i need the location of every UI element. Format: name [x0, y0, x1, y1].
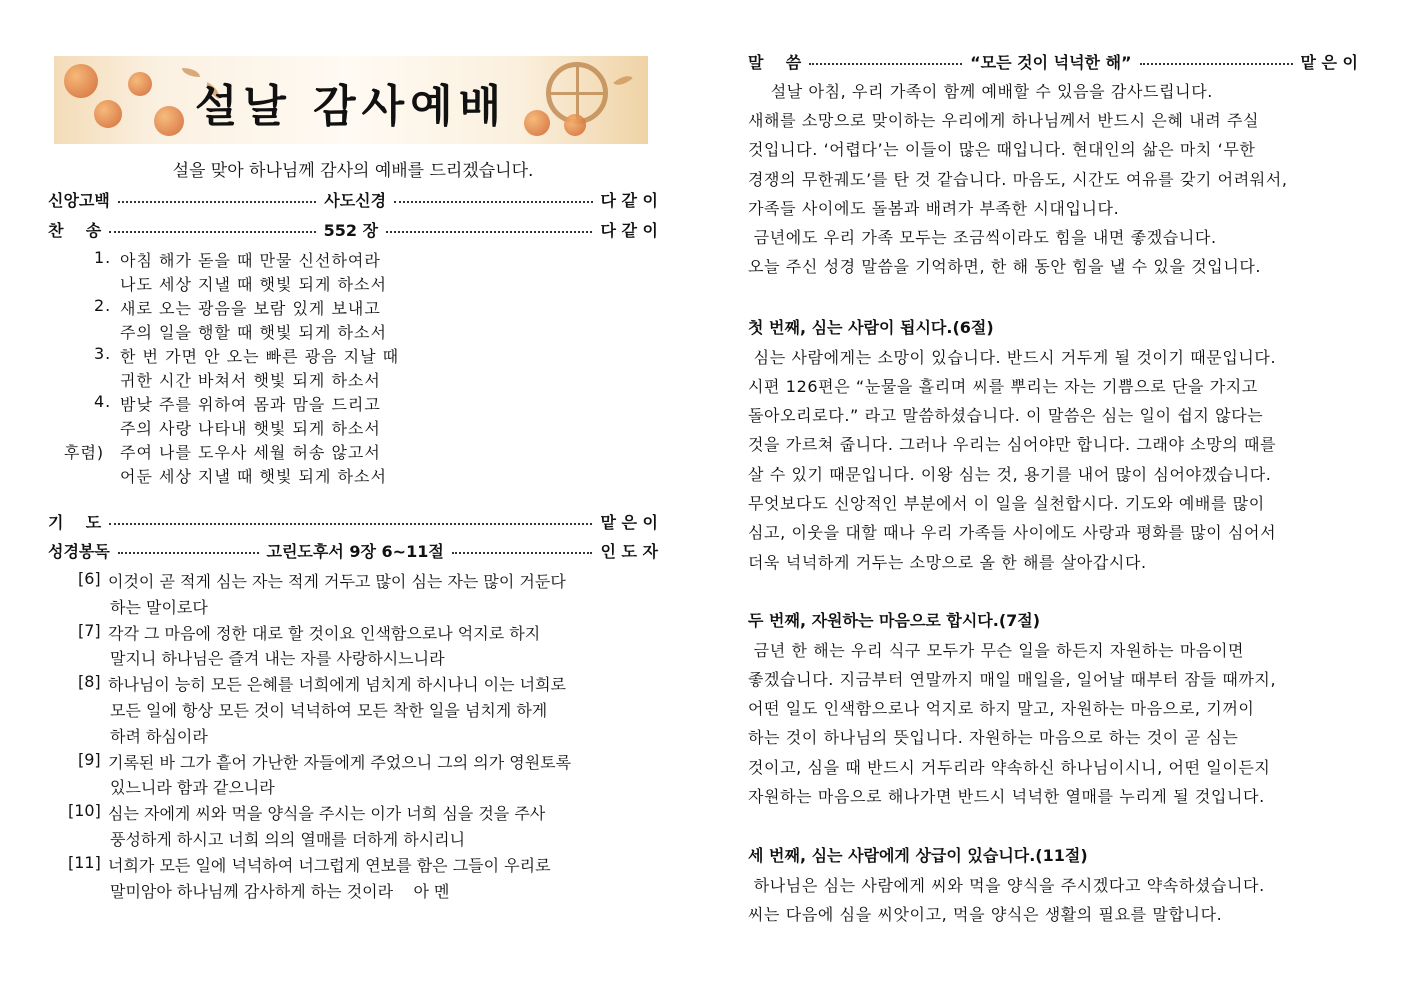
sermon-point-line: 금년 한 해는 우리 식구 모두가 무슨 일을 하든지 자원하는 마음이면	[748, 640, 1245, 660]
verse-line: 말미암아 하나님께 감사하게 하는 것이라 아 멘	[110, 881, 450, 901]
sermon-point-line: 무엇보다도 신앙적인 부분에서 이 일을 실천합시다. 기도와 예배를 많이	[748, 494, 1265, 513]
hymn-line: 한 번 가면 안 오는 빠른 광음 지날 때	[120, 347, 400, 366]
leader-dots	[118, 552, 259, 554]
hymn-line: 아침 해가 돋을 때 만물 신선하여라	[120, 251, 381, 270]
order-row-scripture	[48, 537, 658, 563]
order-who: 인 도 자	[600, 541, 658, 561]
sermon-intro-line: 것입니다. ‘어렵다’는 이들이 많은 때입니다. 현대인의 삶은 마치 ‘무한	[748, 140, 1256, 160]
hymn-line: 나도 세상 지낼 때 햇빛 되게 하소서	[120, 275, 387, 294]
hymn-line: 주여 나를 도우사 세월 허송 않고서	[120, 443, 381, 462]
verse-line: 하나님이 능히 모든 은혜를 너희에게 넘치게 하시나니 이는 너희로	[108, 675, 567, 695]
order-who: 다 같 이	[600, 190, 659, 210]
order-content: 552 장	[323, 220, 379, 240]
sermon-intro-line: 금년에도 우리 가족 모두는 조금씩이라도 힘을 내면 좋겠습니다.	[748, 228, 1217, 247]
verse-line: 하려 하심이라	[110, 726, 208, 746]
sermon-intro-line: 오늘 주신 성경 말씀을 기억하면, 한 해 동안 힘을 낼 수 있을 것입니다.	[748, 257, 1262, 277]
sermon-point-line: 더욱 넉넉하게 거두는 소망으로 올 한 해를 살아갑시다.	[748, 552, 1147, 572]
service-subtitle: 설을 맞아 하나님께 감사의 예배를 드리겠습니다.	[172, 161, 534, 181]
verse-line: 각각 그 마음에 정한 대로 할 것이요 인색함으로나 억지로 하지	[108, 623, 541, 643]
sermon-point-line: 어떤 일도 인색함으로나 억지로 하지 말고, 자원하는 마음으로, 기꺼이	[748, 699, 1255, 719]
sermon-point-line: 자원하는 마음으로 해나가면 반드시 넉넉한 열매를 누리게 될 것입니다.	[748, 787, 1265, 806]
sermon-point-line: 좋겠습니다. 지금부터 연말까지 매일 매일을, 일어날 때부터 잠들 때까지,	[748, 669, 1277, 689]
hymn-verse-number: 후렴)	[64, 443, 105, 462]
hymn-verse-number: 1.	[94, 248, 112, 267]
leader-dots	[118, 201, 316, 203]
sermon-intro-line: 경쟁의 무한궤도’를 탄 것 같습니다. 마음도, 시간도 여유를 갖기 어려워서,	[748, 169, 1288, 189]
hymn-line: 주의 일을 행할 때 햇빛 되게 하소서	[120, 323, 387, 342]
page-title: 설날 감사예배	[194, 81, 508, 132]
sermon-point-line: 살 수 있기 때문입니다. 이왕 심는 것, 용기를 내어 많이 심어야겠습니다.	[748, 464, 1272, 484]
order-row-prayer	[48, 508, 658, 534]
verse-line: 말지니 하나님은 즐겨 내는 자를 사랑하시느니라	[110, 649, 445, 669]
sermon-intro-line: 설날 아침, 우리 가족이 함께 예배할 수 있음을 감사드립니다.	[748, 82, 1213, 101]
sermon-point-line: 심고, 이웃을 대할 때나 우리 가족들 사이에도 사랑과 평화를 많이 심어서	[748, 523, 1277, 543]
hymn-line: 주의 사랑 나타내 햇빛 되게 하소서	[120, 419, 381, 438]
sermon-row	[748, 48, 1358, 74]
sermon-label: 말 씀	[748, 52, 802, 72]
verse-line: 기록된 바 그가 흩어 가난한 자들에게 주었으니 그의 의가 영원토록	[108, 752, 572, 772]
order-label: 기 도	[48, 512, 102, 532]
order-content: 사도신경	[324, 190, 387, 210]
verse-number: [9]	[78, 749, 101, 769]
sermon-point-line: 심는 사람에게는 소망이 있습니다. 반드시 거두게 될 것이기 때문입니다.	[748, 347, 1277, 367]
verse-number: [7]	[78, 620, 101, 640]
sermon-point-heading: 첫 번째, 심는 사람이 됩시다.(6절)	[748, 318, 994, 337]
order-row-confession	[48, 186, 658, 212]
sermon-point-line: 시편 126편은 “눈물을 흘리며 씨를 뿌리는 자는 기쁨으로 단을 가지고	[748, 376, 1258, 396]
sermon-point-heading: 세 번째, 심는 사람에게 상급이 있습니다.(11절)	[748, 846, 1088, 865]
order-content: 고린도후서 9장 6~11절	[266, 541, 444, 561]
hymn-line: 밤낮 주를 위하여 몸과 맘을 드리고	[120, 395, 381, 414]
verse-number: [6]	[78, 569, 101, 588]
order-label: 성경봉독	[48, 541, 110, 561]
sermon-point-line: 씨는 다음에 심을 씨앗이고, 먹을 양식은 생활의 필요를 말합니다.	[748, 904, 1223, 924]
leader-dots	[809, 63, 962, 65]
sermon-point-line: 하나님은 심는 사람에게 씨와 먹을 양식을 주시겠다고 약속하셨습니다.	[748, 875, 1265, 895]
leader-dots	[109, 231, 315, 233]
sermon-point-heading: 두 번째, 자원하는 마음으로 합시다.(7절)	[748, 611, 1041, 630]
order-who: 맡 은 이	[600, 512, 658, 532]
verse-line: 모든 일에 항상 모든 것이 넉넉하여 모든 착한 일을 넘치게 하게	[110, 701, 548, 720]
sermon-point-line: 하는 것이 하나님의 뜻입니다. 자원하는 마음으로 하는 것이 곧 심는	[748, 728, 1239, 748]
verse-line: 있느니라 함과 같으니라	[110, 778, 275, 798]
sermon-title: “모든 것이 넉넉한 해”	[970, 52, 1132, 72]
leader-dots	[1140, 63, 1293, 65]
verse-number: [11]	[68, 852, 101, 872]
title-banner	[54, 56, 648, 144]
hymn-verse-number: 2.	[94, 296, 112, 315]
verse-number: [8]	[78, 672, 101, 692]
order-label: 신앙고백	[48, 190, 110, 210]
verse-line: 풍성하게 하시고 너희 의의 열매를 더하게 하시리니	[110, 830, 466, 849]
sermon-point-line: 것을 가르쳐 줍니다. 그러나 우리는 심어야만 합니다. 그래야 소망의 때를	[748, 435, 1277, 455]
leader-dots	[394, 201, 592, 203]
verse-line: 심는 자에게 씨와 먹을 양식을 주시는 이가 너희 심을 것을 주사	[108, 804, 546, 824]
sermon-who: 맡 은 이	[1300, 52, 1359, 72]
sermon-point-line: 것이고, 심을 때 반드시 거두리라 약속하신 하나님이시니, 어떤 일이든지	[748, 757, 1271, 777]
order-label: 찬 송	[48, 220, 102, 240]
sermon-intro-line: 가족들 사이에도 돌봄과 배려가 부족한 시대입니다.	[748, 198, 1120, 218]
verse-number: [10]	[68, 801, 101, 821]
leader-dots	[452, 552, 593, 554]
hymn-line: 귀한 시간 바쳐서 햇빛 되게 하소서	[120, 371, 381, 390]
hymn-line: 새로 오는 광음을 보람 있게 보내고	[120, 299, 381, 318]
leader-dots	[386, 231, 592, 233]
verse-line: 이것이 곧 적게 심는 자는 적게 거두고 많이 심는 자는 많이 거둔다	[108, 572, 566, 591]
sermon-intro-line: 새해를 소망으로 맞이하는 우리에게 하나님께서 반드시 은혜 내려 주실	[748, 111, 1260, 131]
leader-dots	[109, 523, 592, 525]
order-who: 다 같 이	[600, 220, 658, 240]
verse-line: 하는 말이로다	[110, 597, 208, 617]
order-row-hymn	[48, 216, 658, 242]
hymn-verse-number: 3.	[94, 344, 112, 363]
hymn-line: 어둔 세상 지낼 때 햇빛 되게 하소서	[120, 467, 387, 486]
sermon-point-line: 돌아오리로다.” 라고 말씀하셨습니다. 이 말씀은 심는 일이 쉽지 않다는	[748, 406, 1264, 426]
hymn-verse-number: 4.	[94, 392, 112, 411]
verse-line: 너희가 모든 일에 넉넉하여 너그럽게 연보를 함은 그들이 우리로	[108, 855, 551, 875]
